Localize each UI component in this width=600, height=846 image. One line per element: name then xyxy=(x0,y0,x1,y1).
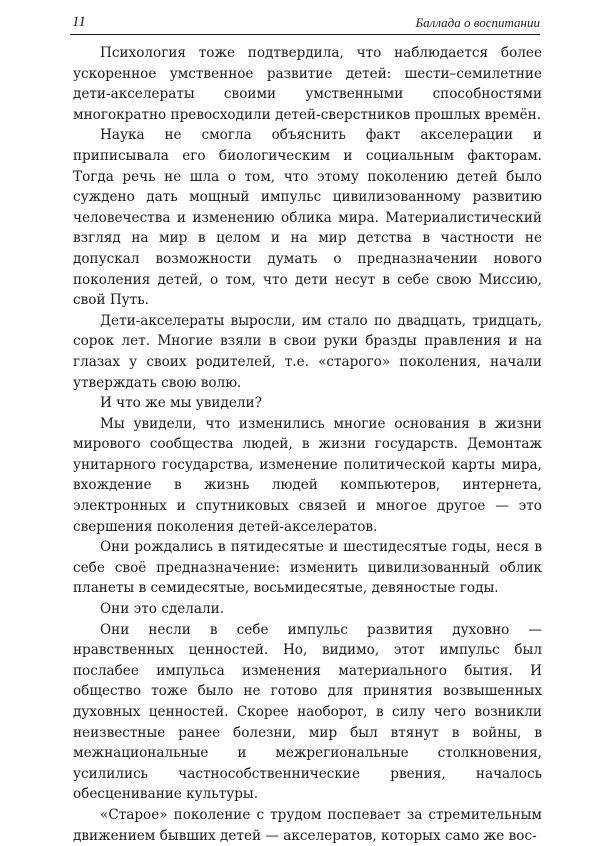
book-title: Баллада о воспитании xyxy=(415,15,540,30)
page-number: 11 xyxy=(72,14,86,30)
paragraph: Они рождались в пятидесятые и шестидесятые годы, неся в себе своё предназначение: изменить цивилизованный облик планеты в семидесятые, восьмидесятые, девяностые годы. xyxy=(73,539,542,597)
paragraph: Они несли в себе импульс развития духовно — нравственных ценностей. Но, видимо, этот импульс был послабее импульса изменения материального бытия. И общество тоже было не готово для принятия возвышенных духовных ценностей. Скорее наоборот, в силу чего возникли неизвестные ранее болезни, мир был втянут в войны, в межнациональные и межрегиональные столкновения, усилились частнособственнические рвения, началось обесценивание культуры. xyxy=(73,621,542,803)
paragraph: Наука не смогла объяснить факт акселерации и приписывала его биологическим и социальным факторам. Тогда речь не шла о том, что этому поколению детей было суждено дать мощный импульс цивилизованному развитию человечества и изменению облика мира. Материалистический взгляд на мир в целом и на мир детства в частности не допускал возможности думать о предназначении нового поколения детей, о том, что дети несут в себе свою Миссию, свой Путь. xyxy=(73,127,542,309)
paragraph: Психология тоже подтвердила, что наблюдается более ускоренное умственное развитие детей: шести–семилетние дети-акселераты своими умственными способностями многократно превосходили детей-сверстников прошлых времён. xyxy=(73,45,542,123)
paragraph: Они это сделали. xyxy=(100,601,225,618)
paragraph: Дети-акселераты выросли, им стало по двадцать, тридцать, сорок лет. Многие взяли в свои руки бразды правления и на глазах у своих родителей, т.е. «старого» поколения, начали утверждать свою волю. xyxy=(73,312,542,391)
body-text xyxy=(73,43,542,846)
running-header xyxy=(70,10,540,35)
paragraph: «Старое» поколение с трудом поспевает за стремительным движением бывших детей — акселератов, которых само же вос- xyxy=(73,806,542,844)
paragraph: Мы увидели, что изменились многие основания в жизни мирового сообщества людей, в жизни государств. Демонтаж унитарного государства, изменение политической карты мира, вхождение в жизнь людей компьютеров, интернета, электронных и спутниковых связей и многое другое — это свершения поколения детей-акселератов. xyxy=(73,415,542,535)
paragraph: И что же мы увидели? xyxy=(100,395,262,412)
